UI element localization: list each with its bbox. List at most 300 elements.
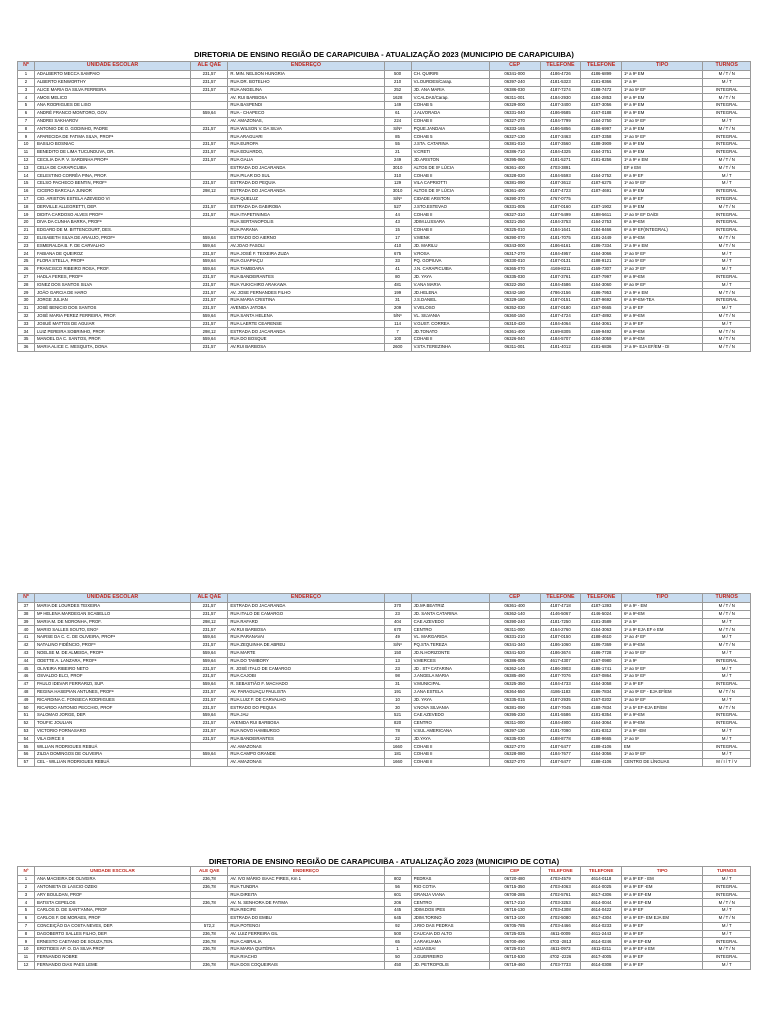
- table-cell: RUA GALIA: [228, 156, 384, 164]
- table-cell: M / T / N: [703, 603, 751, 611]
- table-cell: 4: [18, 899, 35, 907]
- table-cell: 249: [384, 156, 411, 164]
- table-cell: 6º a 9º EF: [622, 922, 703, 930]
- table-cell: CAE AZEVEDO: [411, 618, 489, 626]
- table-cell: RUA QUELUZ: [228, 195, 384, 203]
- table-cell: 4187-3612: [540, 180, 581, 188]
- table-cell: 231,57: [191, 343, 228, 351]
- table-cell: 4186-3674: [540, 649, 581, 657]
- table-cell: 56: [18, 751, 35, 759]
- table-row: [18, 125, 751, 133]
- table-cell: RUA SERTANOPOLIS: [228, 219, 384, 227]
- table-cell: 22: [18, 234, 35, 242]
- table-cell: 6º a 9º-EM: [622, 328, 703, 336]
- column-header: TURNOS: [703, 594, 751, 603]
- table-cell: J.STA. CATARINA: [411, 141, 489, 149]
- table-cell: ESMERALDA B. F. DE CARVALHO: [34, 242, 190, 250]
- table-cell: 37: [18, 603, 35, 611]
- table-cell: 43: [384, 219, 411, 227]
- table-cell: V.ROSA: [411, 250, 489, 258]
- table-cell: 4186-7953: [581, 289, 622, 297]
- table-cell: 236,78: [191, 883, 228, 891]
- table-cell: M / T: [703, 78, 751, 86]
- table-cell: M / T: [703, 665, 751, 673]
- table-cell: AV. AMAZONAS: [228, 758, 384, 766]
- table-cell: 1º ao 4º EF: [622, 634, 703, 642]
- table-cell: 85: [384, 133, 411, 141]
- table-cell: EDGARD DE M. BITTENCOURT, DES.: [34, 226, 190, 234]
- table-row: [18, 289, 751, 297]
- table-cell: 06362-140: [489, 665, 540, 673]
- table-cell: 231,57: [191, 148, 228, 156]
- table-cell: 670: [384, 626, 411, 634]
- table-cell: 1º ao 3º EF: [622, 265, 703, 273]
- table-cell: 06390-240: [489, 618, 540, 626]
- table-cell: 236,78: [191, 961, 228, 969]
- table-cell: RUA ITALO DE CAMARGO: [228, 610, 384, 618]
- table-cell: 404: [384, 618, 411, 626]
- table-cell: [191, 164, 228, 172]
- table-cell: 191: [384, 688, 411, 696]
- table-cell: 6º a 9º EM: [622, 94, 703, 102]
- table-cell: INTEGRAL: [703, 187, 751, 195]
- table-cell: 2600: [384, 343, 411, 351]
- table-cell: M / T: [703, 258, 751, 266]
- table-cell: 4167-0202: [581, 696, 622, 704]
- header-row: [18, 867, 751, 876]
- table-cell: ELISABETH SILVA DE ARAUJO, PROFª: [34, 234, 190, 242]
- table-cell: 231,57: [191, 273, 228, 281]
- table-row: [18, 665, 751, 673]
- table-cell: 12: [18, 961, 35, 969]
- table-cell: 4188-4106: [581, 743, 622, 751]
- table-cell: M / T: [703, 172, 751, 180]
- table-cell: 4164-2750: [581, 117, 622, 125]
- table-cell: 4703-4579: [540, 876, 581, 884]
- table-cell: CIDADE ARISTON: [411, 195, 489, 203]
- table-cell: 231,57: [191, 603, 228, 611]
- table-row: [18, 320, 751, 328]
- table-cell: 31: [384, 297, 411, 305]
- table-cell: INTEGRAL: [703, 133, 751, 141]
- table-cell: RUA ITAPETININGA: [228, 211, 384, 219]
- table-cell: 4187-3463: [540, 133, 581, 141]
- table-cell: 4703 -2813: [540, 938, 581, 946]
- table-cell: M / T: [703, 961, 751, 969]
- table-cell: 1º ao 5º EF: [622, 250, 703, 258]
- table-cell: 06326-040: [489, 336, 540, 344]
- table-cell: 6º a 9º-EM-TEA: [622, 297, 703, 305]
- column-header: ALE QAE: [191, 62, 228, 71]
- table-cell: 49: [384, 634, 411, 642]
- table-cell: 4187-4892: [581, 312, 622, 320]
- table-row: [18, 626, 751, 634]
- table-cell: INTEGRAL: [703, 743, 751, 751]
- table-cell: 06362-140: [489, 610, 540, 618]
- table-cell: 06395-060: [489, 156, 540, 164]
- table-cell: 1º ao 5º EF: [622, 673, 703, 681]
- column-header: TIPO: [622, 594, 703, 603]
- table-cell: 1º a 5º EF-EJA EF/EM: [622, 704, 703, 712]
- table-cell: M / T / N: [703, 343, 751, 351]
- table-row: [18, 164, 751, 172]
- table-cell: 4187-5477: [540, 743, 581, 751]
- column-header: CEP: [489, 594, 540, 603]
- table-cell: REGINA HASEPIAN ANTUNES, PROFª: [34, 688, 190, 696]
- section2-table: [17, 593, 751, 767]
- table-cell: 4188-9121: [581, 258, 622, 266]
- table-cell: VL. SILVANIA: [411, 312, 489, 320]
- table-cell: JD.HELENA: [411, 289, 489, 297]
- table-cell: DIVA DA CUNHA BARRA, PROFª: [34, 219, 190, 227]
- table-cell: 10: [18, 141, 35, 149]
- header-row: [18, 62, 751, 71]
- table-cell: JD.Mª.BEATRIZ: [411, 603, 489, 611]
- table-cell: 252: [384, 86, 411, 94]
- table-cell: V.VELOSO: [411, 304, 489, 312]
- table-cell: 20: [18, 219, 35, 227]
- table-cell: M / T / N: [703, 610, 751, 618]
- table-row: [18, 203, 751, 211]
- table-cell: [191, 117, 228, 125]
- table-cell: 06725-025: [489, 930, 540, 938]
- table-cell: 4164-3060: [581, 281, 622, 289]
- table-cell: J.ALVORADA: [411, 109, 489, 117]
- table-cell: 4188-4610: [581, 634, 622, 642]
- table-row: [18, 328, 751, 336]
- table-cell: 4187-0150: [540, 634, 581, 642]
- table-cell: 231,57: [191, 665, 228, 673]
- table-cell: INTEGRAL: [703, 226, 751, 234]
- table-cell: M / T: [703, 907, 751, 915]
- table-cell: 236,78: [191, 899, 228, 907]
- table-cell: JD. YAYA: [411, 273, 489, 281]
- table-cell: 4: [18, 94, 35, 102]
- table-cell: 4186-6899: [581, 71, 622, 79]
- table-cell: 13: [384, 657, 411, 665]
- table-cell: RUA CABRALIA: [228, 938, 384, 946]
- table-cell: 4786-2156: [540, 289, 581, 297]
- table-cell: 06335-030: [489, 273, 540, 281]
- table-cell: 06341-000: [489, 71, 540, 79]
- table-cell: 231,57: [191, 696, 228, 704]
- table-cell: ESTRADA DO EMBU: [228, 914, 384, 922]
- table-cell: [581, 164, 622, 172]
- table-cell: RUA EDUARDO,: [228, 148, 384, 156]
- table-cell: 4187-4691: [581, 187, 622, 195]
- table-cell: 231,57: [191, 688, 228, 696]
- table-cell: 4703-3253: [540, 899, 581, 907]
- table-cell: 4184-5593: [540, 172, 581, 180]
- table-cell: ALTOS DE Sº LÚCIA: [411, 187, 489, 195]
- table-cell: RUA MARIA QUITÉRIA: [228, 946, 384, 954]
- table-cell: 4184-4957: [540, 250, 581, 258]
- table-cell: M / T / N: [703, 312, 751, 320]
- table-cell: RUA MARIA CRISTINA: [228, 297, 384, 305]
- table-cell: 6º a 9º EF: [622, 961, 703, 969]
- table-row: [18, 914, 751, 922]
- table-cell: 4614-0422: [581, 907, 622, 915]
- table-cell: 370: [384, 603, 411, 611]
- table-cell: 298,12: [191, 328, 228, 336]
- table-cell: 450: [384, 961, 411, 969]
- section1-title: DIRETORIA DE ENSINO REGIÃO DE CARAPICUIBA - ATUALIZAÇÃO 2023 (MUNICIPIO DE CARAPICUIBA): [194, 50, 574, 59]
- column-header: ENDEREÇO: [228, 867, 384, 876]
- table-cell: JD. YAYA: [411, 696, 489, 704]
- table-cell: COHAB II: [411, 226, 489, 234]
- table-cell: 4186-7834: [581, 688, 622, 696]
- table-row: [18, 336, 751, 344]
- table-cell: 19: [18, 211, 35, 219]
- column-header: Nº: [18, 867, 35, 876]
- table-cell: 4187-4723: [540, 187, 581, 195]
- table-cell: 199: [384, 289, 411, 297]
- table-row: [18, 743, 751, 751]
- table-cell: 4703-4063: [540, 883, 581, 891]
- table-cell: 7: [18, 922, 35, 930]
- table-cell: 4187-3560: [540, 141, 581, 149]
- table-cell: 11: [18, 953, 35, 961]
- table-cell: 4187-1902: [581, 203, 622, 211]
- table-cell: 410: [384, 242, 411, 250]
- table-cell: 23: [384, 665, 411, 673]
- table-cell: 9: [18, 938, 35, 946]
- table-row: [18, 953, 751, 961]
- table-cell: 231,57: [191, 281, 228, 289]
- table-row: [18, 657, 751, 665]
- table-cell: RUA - CHAPECO: [228, 109, 384, 117]
- table-cell: 4184-2853: [581, 94, 622, 102]
- table-row: [18, 876, 751, 884]
- table-cell: 149: [384, 102, 411, 110]
- table-row: [18, 961, 751, 969]
- table-cell: 06381-090: [489, 704, 540, 712]
- table-cell: 4611-0211: [581, 946, 622, 954]
- table-cell: 1660: [384, 743, 411, 751]
- table-cell: RUA POTENGI: [228, 922, 384, 930]
- table-cell: COHAB II: [411, 172, 489, 180]
- table-cell: JOSÉ MARIA PEREZ FERREIRA, PROF.: [34, 312, 190, 320]
- table-cell: 1º a 8º EF: [622, 304, 703, 312]
- table-cell: RUA WILSON V. DA SILVA: [228, 125, 384, 133]
- table-cell: HADLA FERES, PROFª: [34, 273, 190, 281]
- table-cell: M / T / N: [703, 336, 751, 344]
- table-cell: 4184-4733: [540, 680, 581, 688]
- table-cell: CEL - WILLIAN RODRIGUES REBUÁ: [34, 758, 190, 766]
- table-cell: 41: [18, 634, 35, 642]
- table-cell: 1º ao 5º EF: [622, 649, 703, 657]
- table-cell: M / T: [703, 250, 751, 258]
- table-cell: JDIM.DOS IPES: [411, 907, 489, 915]
- table-cell: 4184-5707: [540, 336, 581, 344]
- table-cell: 4181-3589: [581, 618, 622, 626]
- table-cell: ESTRADA DO JACARANDA: [228, 328, 384, 336]
- table-cell: 4167-0188: [581, 109, 622, 117]
- table-cell: M / T: [703, 649, 751, 657]
- table-cell: 4164-2753: [581, 219, 622, 227]
- table-cell: 30: [18, 297, 35, 305]
- table-cell: 4184-2930: [540, 94, 581, 102]
- table-cell: 1º a 9º e EM: [622, 289, 703, 297]
- table-row: [18, 219, 751, 227]
- table-cell: INTEGRAL: [703, 141, 751, 149]
- table-cell: 4184-4325: [540, 148, 581, 156]
- table-cell: JD. MARILU: [411, 242, 489, 250]
- table-cell: V.GUST. CORREA: [411, 320, 489, 328]
- table-cell: DIDITA CARDOSO ALVES PROFª: [34, 211, 190, 219]
- table-cell: MARIA DE LOURDES TEIXEIRA: [34, 603, 190, 611]
- table-cell: M / T: [703, 751, 751, 759]
- table-cell: 231,57: [191, 727, 228, 735]
- table-cell: 1º a 9º EM: [622, 125, 703, 133]
- table-cell: 4614-0025: [581, 883, 622, 891]
- table-cell: INTEGRAL: [703, 297, 751, 305]
- table-cell: 06325-350: [489, 680, 540, 688]
- table-cell: 06342-180: [489, 289, 540, 297]
- table-cell: 06335-015: [489, 696, 540, 704]
- table-cell: LUIZ PEREIRA SOBRINHO, PROF.: [34, 328, 190, 336]
- table-cell: 298,12: [191, 187, 228, 195]
- column-header: [411, 594, 489, 603]
- table-cell: RIO COTIA: [411, 883, 489, 891]
- table-row: [18, 156, 751, 164]
- table-cell: 4187-2935: [540, 696, 581, 704]
- table-cell: RUA EUROPA: [228, 141, 384, 149]
- table-row: [18, 712, 751, 720]
- table-cell: 4703-4308: [540, 907, 581, 915]
- table-cell: 527: [384, 203, 411, 211]
- table-cell: AV.RUI BARBOSA: [228, 343, 384, 351]
- table-cell: 1º a 9º e EM: [622, 242, 703, 250]
- table-cell: 4617-4307: [540, 657, 581, 665]
- table-cell: V.SUL AMERICANA: [411, 727, 489, 735]
- table-cell: AV. LUIZ FERREIRA GIL: [228, 930, 384, 938]
- table-cell: INTEGRAL: [703, 211, 751, 219]
- table-cell: 06322-250: [489, 281, 540, 289]
- table-cell: 4164-3751: [581, 148, 622, 156]
- table-cell: 231,57: [191, 719, 228, 727]
- table-cell: VICTORIO FORNASARO: [34, 727, 190, 735]
- table-cell: FRANCISCO RIBEIRO ROSA, PROF.: [34, 265, 190, 273]
- table-cell: 4187-6275: [581, 180, 622, 188]
- table-cell: 4188-8778: [540, 735, 581, 743]
- table-cell: 15: [18, 180, 35, 188]
- table-cell: CELIA DE CARAPICUIBA: [34, 164, 190, 172]
- table-cell: COHAB II: [411, 211, 489, 219]
- table-cell: 51: [18, 712, 35, 720]
- table-cell: PQ.STA.TEREZA: [411, 641, 489, 649]
- table-cell: 4164-3061: [581, 320, 622, 328]
- table-cell: CICERO BARCALA JUNIOR: [34, 187, 190, 195]
- table-cell: 4181-8256: [581, 156, 622, 164]
- table-cell: 4164-3058: [581, 680, 622, 688]
- table-cell: ALTOS DE Sº LÚCIA: [411, 164, 489, 172]
- column-header: TELEFONE: [540, 594, 581, 603]
- table-cell: BASILIO BOSNIAC: [34, 141, 190, 149]
- table-cell: CENTRO: [411, 719, 489, 727]
- table-cell: 06381-010: [489, 141, 540, 149]
- table-cell: CARLOS D. DE SANT'ANNA, PROF: [34, 907, 190, 915]
- table-cell: FERNANDO NOBRE: [34, 953, 190, 961]
- table-cell: S/Nº: [384, 195, 411, 203]
- table-cell: 4181-8354: [581, 712, 622, 720]
- table-cell: M / T / N: [703, 71, 751, 79]
- table-row: [18, 195, 751, 203]
- table-cell: 44: [18, 657, 35, 665]
- table-row: [18, 922, 751, 930]
- table-cell: 4187-3400: [540, 102, 581, 110]
- table-row: [18, 117, 751, 125]
- table-cell: 231,57: [191, 673, 228, 681]
- table-cell: 4181-6836: [581, 343, 622, 351]
- table-cell: [191, 914, 228, 922]
- table-cell: [191, 172, 228, 180]
- table-cell: AV. PARAGUAÇU PAULISTA: [228, 688, 384, 696]
- table-cell: ESTRADA DA GABIROBA: [228, 203, 384, 211]
- table-cell: 4617-4304: [581, 914, 622, 922]
- table-cell: JDIM.LUSSARA: [411, 219, 489, 227]
- table-cell: RUA TAMBOARA: [228, 265, 384, 273]
- table-cell: [191, 226, 228, 234]
- table-row: [18, 172, 751, 180]
- table-cell: 06341-340: [489, 641, 540, 649]
- table-cell: 6º a 9º EF-EM: [622, 899, 703, 907]
- table-cell: NAIRSE DA C. C. DE OLIVEIRA, PROFª: [34, 634, 190, 642]
- table-cell: 559,64: [191, 336, 228, 344]
- table-row: [18, 891, 751, 899]
- column-header: [384, 62, 411, 71]
- table-cell: 06725-010: [489, 946, 540, 954]
- table-cell: RUA DIREITA: [228, 891, 384, 899]
- table-cell: AV. AMAZONAS,: [228, 117, 384, 125]
- table-cell: AMOS MELICO: [34, 94, 190, 102]
- table-cell: 6: [18, 109, 35, 117]
- table-cell: NATALINO FIDÊNCIO, PROFº: [34, 641, 190, 649]
- table-cell: 4187-3761: [540, 273, 581, 281]
- table-cell: INTEGRAL: [703, 719, 751, 727]
- table-cell: ANTONIO DE O. GODINHO, PADRE: [34, 125, 190, 133]
- table-cell: 100: [384, 336, 411, 344]
- table-cell: RUA BASPENDI: [228, 102, 384, 110]
- table-cell: V.CRETI: [411, 148, 489, 156]
- table-cell: 6º a 9º-EM: [622, 610, 703, 618]
- table-cell: 06386-005: [489, 657, 540, 665]
- table-cell: ESTRADA DO JACARANDA: [228, 187, 384, 195]
- table-cell: 4169-9492: [581, 328, 622, 336]
- table-cell: INTEGRAL: [703, 712, 751, 720]
- table-row: [18, 758, 751, 766]
- table-cell: JD.N.HORIZONTE: [411, 649, 489, 657]
- table-cell: [191, 133, 228, 141]
- table-cell: 6º a 9º EM: [622, 148, 703, 156]
- table-cell: RUA LAERTE CEARENSE: [228, 320, 384, 328]
- table-cell: DAGOBERTO SALLES FILHO, DEP.: [34, 930, 190, 938]
- table-cell: VILA CAPRIOTTI: [411, 180, 489, 188]
- table-cell: 06365-070: [489, 265, 540, 273]
- table-cell: 231,57: [191, 704, 228, 712]
- table-cell: 30: [384, 704, 411, 712]
- table-cell: 4167-0980: [581, 657, 622, 665]
- table-cell: 4186-1741: [581, 665, 622, 673]
- table-cell: 4187-5477: [540, 758, 581, 766]
- table-cell: COHAB 5: [411, 102, 489, 110]
- table-cell: 54: [18, 735, 35, 743]
- table-cell: RUA DOS COQUEIRAIS: [228, 961, 384, 969]
- table-cell: 114: [384, 320, 411, 328]
- table-cell: 06397-240: [489, 78, 540, 86]
- table-cell: 4186-1060: [540, 641, 581, 649]
- table-cell: 4767-0775: [540, 195, 581, 203]
